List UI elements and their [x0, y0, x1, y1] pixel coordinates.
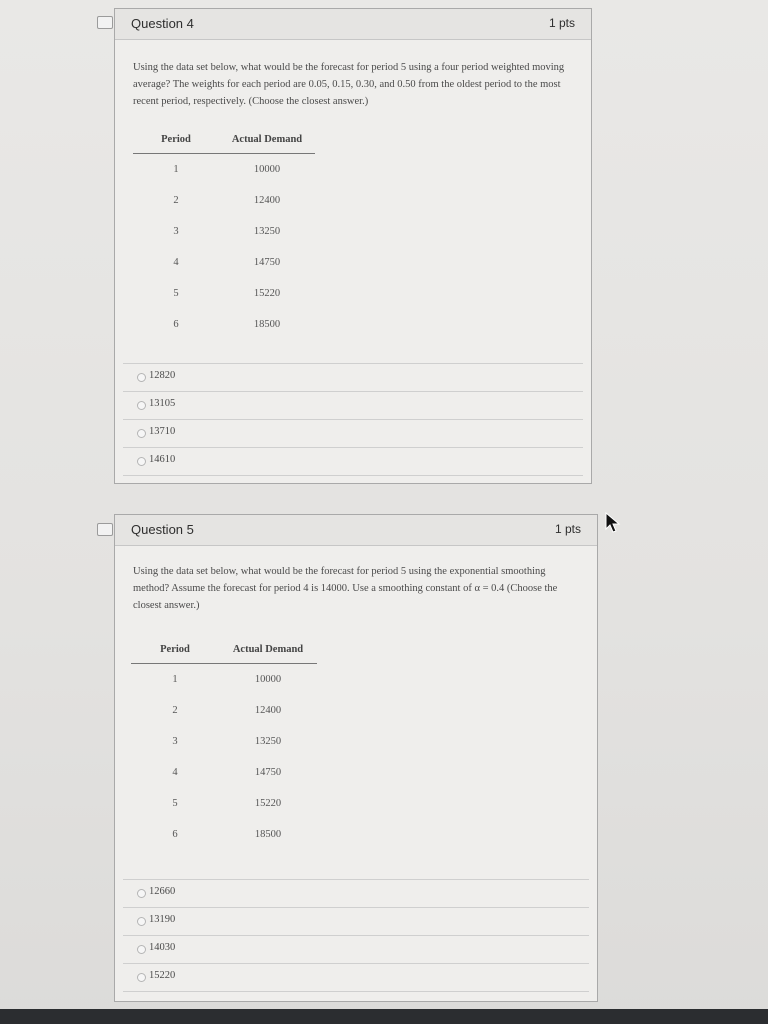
- demand-cell: 12400: [254, 705, 282, 716]
- period-cell: 6: [172, 829, 178, 840]
- table-row: [133, 154, 315, 186]
- mouse-pointer-icon: [605, 512, 621, 534]
- answer-option[interactable]: [123, 963, 589, 992]
- demand-cell: 14750: [253, 257, 281, 268]
- table-row: [131, 757, 317, 788]
- question-5-points: 1 pts: [554, 522, 581, 536]
- flag-question-5-icon[interactable]: [97, 523, 113, 536]
- period-cell: 6: [173, 319, 179, 330]
- table-row: [133, 185, 315, 216]
- radio-button-icon[interactable]: [137, 973, 146, 982]
- demand-cell: 13250: [253, 226, 281, 237]
- question-4-text: Using the data set below, what would be the forecast for period 5 using a four period weighted moving average? The weights for each period are 0.05, 0.15, 0.30, and 0.50 from the oldest period to the most recent period, respectively. (Choose the closest answer.): [133, 62, 565, 107]
- answer-option-label: 13710: [149, 426, 176, 437]
- period-cell: 3: [173, 226, 179, 237]
- period-cell: 4: [172, 767, 178, 778]
- question-4-points: 1 pts: [548, 16, 575, 30]
- question-4-card: [114, 8, 592, 484]
- question-4-data-table: [133, 125, 315, 340]
- demand-cell: 12400: [253, 195, 281, 206]
- table-row: [133, 216, 315, 247]
- radio-button-icon[interactable]: [137, 373, 146, 382]
- question-4-title: Question 4: [131, 16, 194, 31]
- period-cell: 5: [172, 798, 178, 809]
- question-5-card: [114, 514, 598, 1002]
- answer-option[interactable]: [123, 935, 589, 963]
- table-row: [131, 788, 317, 819]
- answer-option[interactable]: [123, 419, 583, 447]
- answer-option-label: 12820: [149, 370, 176, 381]
- demand-cell: 15220: [254, 798, 282, 809]
- answer-option-label: 12660: [149, 886, 176, 897]
- period-cell: 3: [172, 736, 178, 747]
- answer-option-label: 13190: [149, 914, 176, 925]
- table-row: [133, 247, 315, 278]
- actual-demand-header: Actual Demand: [219, 125, 315, 154]
- period-cell: 4: [173, 257, 179, 268]
- radio-button-icon[interactable]: [137, 917, 146, 926]
- question-5-text: Using the data set below, what would be the forecast for period 5 using the exponential smoothing method? Assume the forecast for period 4 is 14000. Use a smoothing constant of α = 0.4 (Choose the closest answer.): [133, 566, 558, 611]
- question-5-data-table: [131, 635, 317, 850]
- demand-cell: 13250: [254, 736, 282, 747]
- answer-option[interactable]: [123, 363, 583, 391]
- screen-bezel: [0, 1009, 768, 1024]
- answer-option-label: 13105: [149, 398, 176, 409]
- question-5-header: [115, 515, 597, 546]
- answer-option-label: 14030: [149, 942, 176, 953]
- period-cell: 1: [172, 674, 178, 685]
- table-row: [133, 309, 315, 340]
- answer-option[interactable]: [123, 879, 589, 907]
- period-header: Period: [131, 635, 219, 664]
- answer-option[interactable]: [123, 907, 589, 935]
- table-row: [131, 695, 317, 726]
- period-cell: 5: [173, 288, 179, 299]
- demand-cell: 10000: [254, 674, 282, 685]
- answer-option-label: 15220: [149, 970, 176, 981]
- period-cell: 2: [172, 705, 178, 716]
- actual-demand-header: Actual Demand: [219, 635, 317, 664]
- period-header: Period: [133, 125, 219, 154]
- period-cell: 2: [173, 195, 179, 206]
- flag-question-4-icon[interactable]: [97, 16, 113, 29]
- radio-button-icon[interactable]: [137, 429, 146, 438]
- question-4-options: [123, 363, 583, 476]
- table-row: [131, 819, 317, 850]
- radio-button-icon[interactable]: [137, 945, 146, 954]
- demand-cell: 18500: [253, 319, 281, 330]
- radio-button-icon[interactable]: [137, 401, 146, 410]
- period-cell: 1: [173, 164, 179, 175]
- question-5-title: Question 5: [131, 522, 194, 537]
- radio-button-icon[interactable]: [137, 457, 146, 466]
- demand-cell: 18500: [254, 829, 282, 840]
- table-row: [131, 664, 317, 696]
- radio-button-icon[interactable]: [137, 889, 146, 898]
- answer-option[interactable]: [123, 447, 583, 476]
- answer-option-label: 14610: [149, 454, 176, 465]
- question-4-header: [115, 9, 591, 40]
- demand-cell: 15220: [253, 288, 281, 299]
- table-row: [133, 278, 315, 309]
- table-row: [131, 726, 317, 757]
- answer-option[interactable]: [123, 391, 583, 419]
- demand-cell: 14750: [254, 767, 282, 778]
- demand-cell: 10000: [253, 164, 281, 175]
- question-5-options: [123, 879, 589, 992]
